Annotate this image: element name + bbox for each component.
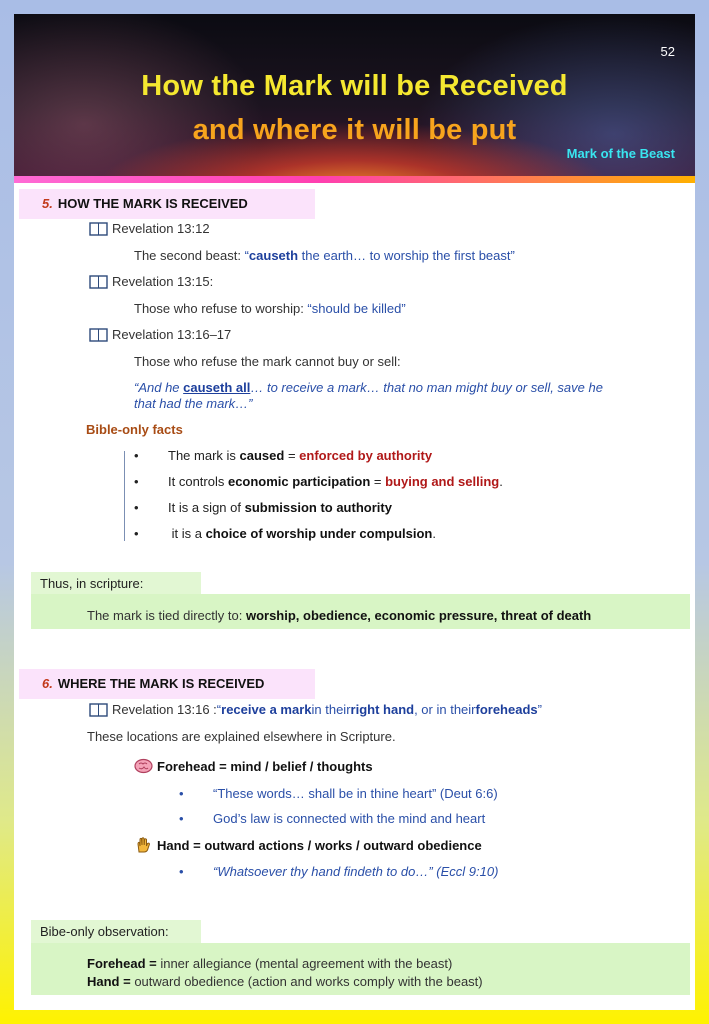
title-line-2: and where it will be put [192,114,517,146]
line-prefix: The second beast: [134,248,245,263]
line-refuse-worship [134,301,406,316]
box-text: The mark is tied directly to: [87,608,246,623]
obs-text: outward obedience (action and works comply with the beast) [134,974,483,989]
hand-heading-text: Hand = outward actions / works / outward obedience [157,838,482,853]
bullet: • [179,864,184,879]
quote-part: , or in their [414,702,476,717]
bullet: • [134,526,139,541]
scripture-box-tab: Thus, in scripture: [31,572,201,596]
obs-bold: Forehead = [87,956,161,971]
quote-part: … to receive a mark… that no man might buy or sell, save he [250,380,603,395]
fact-bold: choice of worship under compulsion [205,526,433,541]
fact-item [134,500,392,515]
fact-text: = [370,474,386,489]
fact-bold: submission to authority [244,500,392,515]
bullet: • [134,474,139,489]
bullet-text: “These words… shall be in thine heart” (Deut 6:6) [213,786,498,801]
quote-part: “ [216,702,222,717]
section-5-heading [19,189,315,219]
title-line-1: How the Mark will be Received [141,70,568,102]
section-6-number: 6. [42,676,53,691]
observation-line-1 [87,956,452,971]
ref-rev-13-16 [89,702,542,717]
observation-line-2 [87,974,483,989]
fact-text: The mark is [168,448,240,463]
book-icon [89,703,108,717]
book-icon [89,328,108,342]
quote-bold: right hand [350,702,415,717]
observation-box-tab: Bibe-only observation: [31,920,201,944]
obs-bold: Hand = [87,974,135,989]
quote-part: in their [311,702,351,717]
fact-text: = [284,448,300,463]
quote-bold: receive a mark [221,702,312,717]
line-second-beast [134,248,515,263]
box-bold: worship, obedience, economic pressure, threat of death [245,608,592,623]
ref-label: Revelation 13:16 : [112,702,217,717]
section-5-number: 5. [42,196,53,211]
fact-bold: economic participation [227,474,371,489]
line-prefix: Those who refuse to worship: [134,301,308,316]
bullet-text: God’s law is connected with the mind and heart [213,811,486,826]
series-label: Mark of the Beast [566,146,675,161]
quote-bold: causeth [248,248,299,263]
book-icon [89,275,108,289]
fact-bold: caused [239,448,285,463]
quote-part: ” [537,702,542,717]
fact-item [134,474,503,489]
line-buy-sell: Those who refuse the mark cannot buy or sell: [134,354,401,369]
bullet: • [134,500,139,515]
page [14,14,695,1010]
quote-open: “ [244,248,249,263]
fact-text: . [432,526,436,541]
section-6-heading [19,669,315,699]
page-number: 52 [660,44,675,59]
ref-rev-13-12 [89,221,210,236]
fact-text: It controls [168,474,228,489]
bullet: • [134,448,139,463]
locations-explained: These locations are explained elsewhere in Scripture. [87,729,396,744]
section-5-title: HOW THE MARK IS RECEIVED [57,196,248,211]
hand-bullet [179,864,498,879]
book-icon [89,222,108,236]
facts-rule [124,451,125,541]
quote: “should be killed” [307,301,406,316]
header-divider [14,176,695,183]
ref-rev-13-16-17 [89,327,231,342]
ref-label: Revelation 13:12 [112,221,210,236]
quote-rev-line-2: that had the mark…” [134,396,253,411]
fact-item [134,526,436,541]
obs-text: inner allegiance (mental agreement with the beast) [160,956,453,971]
scripture-box-text [87,608,591,623]
quote-rev-line-1 [134,380,603,395]
section-6-title: WHERE THE MARK IS RECEIVED [57,676,265,691]
bullet: • [179,811,184,826]
bullet: • [179,786,184,801]
fact-text: it is a [168,526,206,541]
fact-red: enforced by authority [299,448,433,463]
forehead-heading-text: Forehead = mind / belief / thoughts [157,759,373,774]
forehead-bullet [179,786,498,801]
fact-item [134,448,432,463]
hand-icon [134,837,153,853]
ref-label: Revelation 13:15: [112,274,214,289]
forehead-heading [134,758,373,774]
quote-bold: foreheads [475,702,538,717]
fact-text: . [499,474,503,489]
ref-rev-13-15 [89,274,213,289]
brain-icon [134,758,153,774]
quote-rest: the earth… to worship the first beast” [298,248,515,263]
fact-red: buying and selling [385,474,500,489]
quote-emphasis: causeth all [183,380,251,395]
quote-part: “And he [134,380,184,395]
header-banner [14,14,695,180]
ref-label: Revelation 13:16–17 [112,327,232,342]
bible-facts-title: Bible-only facts [86,422,183,437]
forehead-bullet [179,811,485,826]
bullet-text: “Whatsoever thy hand findeth to do…” (Eccl 9:10) [213,864,499,879]
hand-heading [134,837,482,853]
fact-text: It is a sign of [168,500,245,515]
